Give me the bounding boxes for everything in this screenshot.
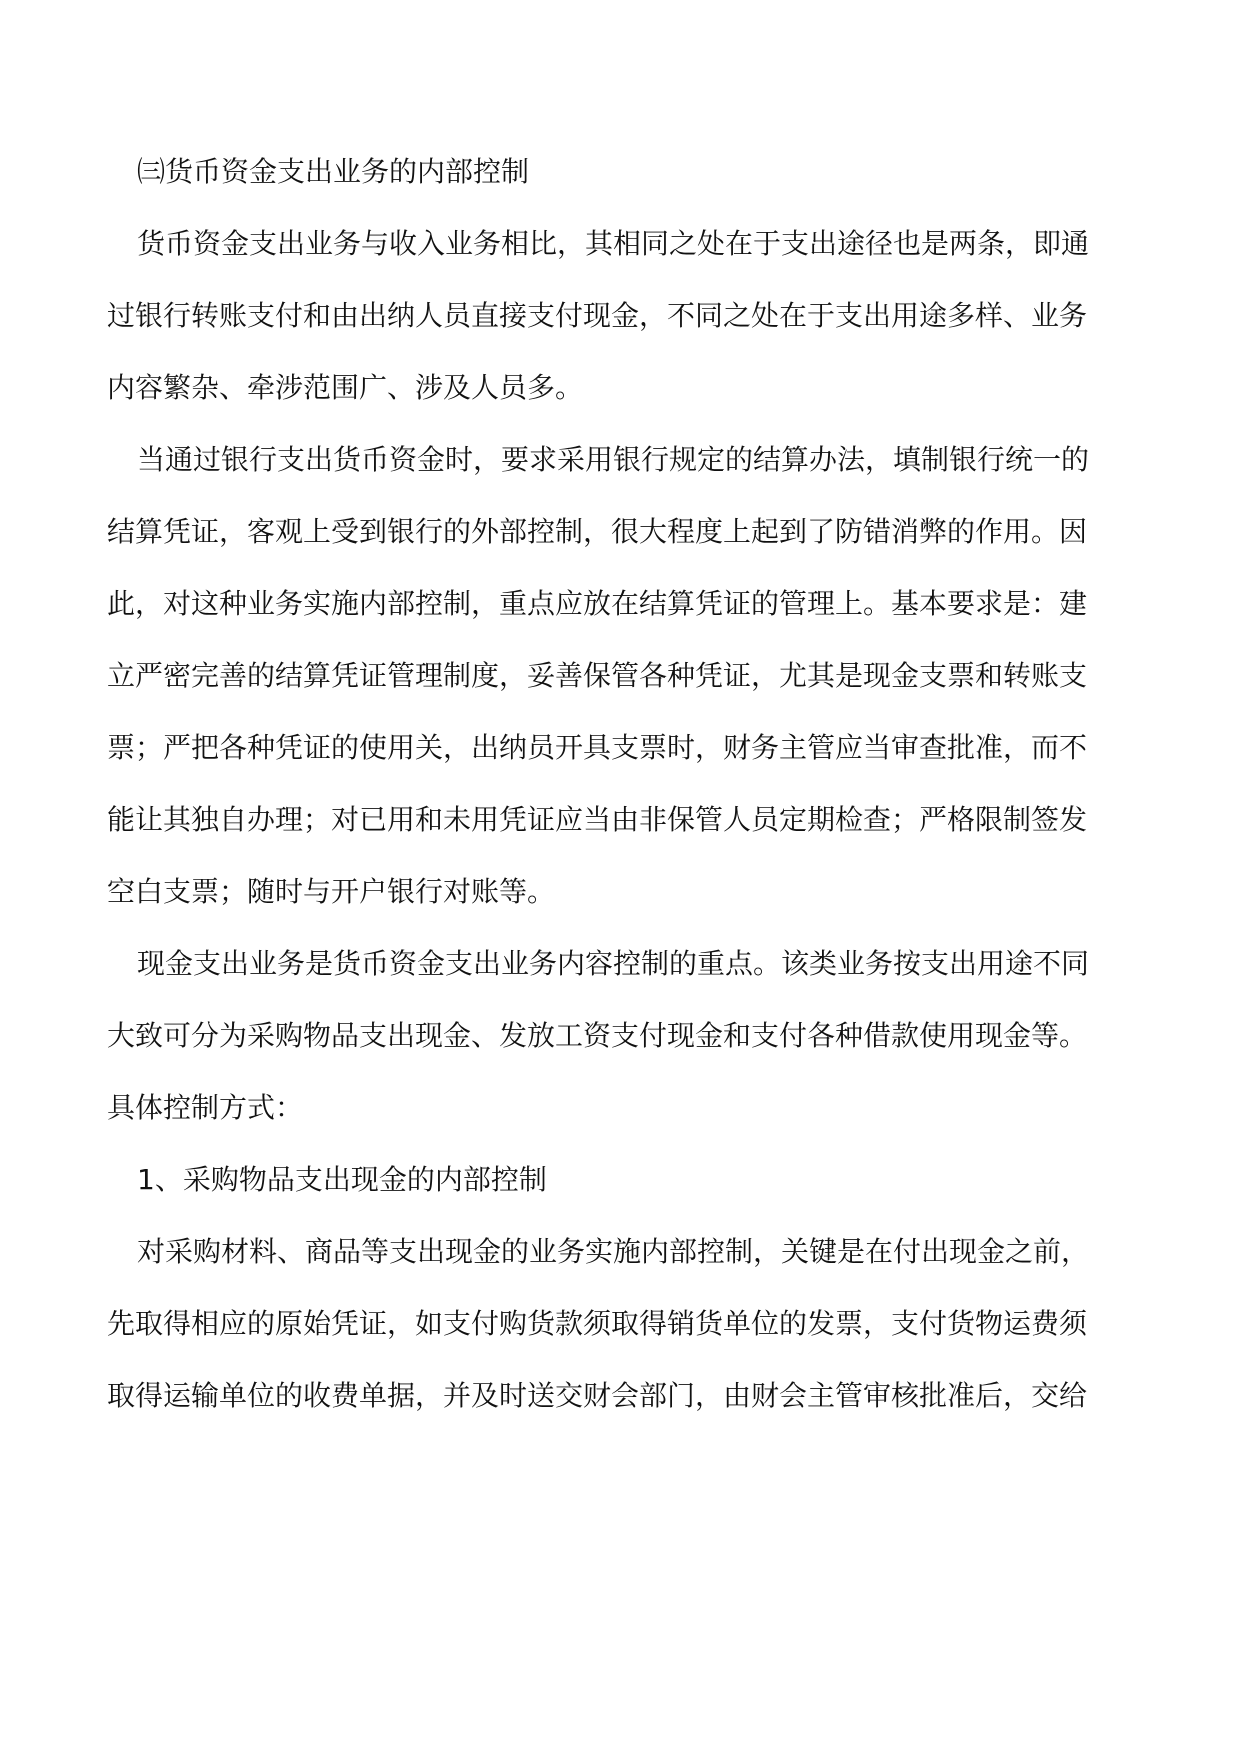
subsection-heading: 1、采购物品支出现金的内部控制 xyxy=(137,1163,547,1196)
text-line: 立严密完善的结算凭证管理制度，妥善保管各种凭证，尤其是现金支票和转账支 xyxy=(107,659,1088,692)
text-line: 过银行转账支付和由出纳人员直接支付现金，不同之处在于支出用途多样、业务 xyxy=(107,299,1088,332)
text-line: 取得运输单位的收费单据，并及时送交财会部门，由财会主管审核批准后，交给 xyxy=(107,1379,1088,1412)
text-line: 内容繁杂、牵涉范围广、涉及人员多。 xyxy=(107,371,584,404)
text-line: 此，对这种业务实施内部控制，重点应放在结算凭证的管理上。基本要求是：建 xyxy=(107,587,1088,620)
text-line: 具体控制方式： xyxy=(107,1091,304,1124)
section-heading: ㈢货币资金支出业务的内部控制 xyxy=(137,155,530,188)
text-line: 当通过银行支出货币资金时，要求采用银行规定的结算办法，填制银行统一的 xyxy=(137,443,1090,476)
text-line: 结算凭证，客观上受到银行的外部控制，很大程度上起到了防错消弊的作用。因 xyxy=(107,515,1088,548)
text-line: 货币资金支出业务与收入业务相比，其相同之处在于支出途径也是两条，即通 xyxy=(137,227,1090,260)
text-line: 现金支出业务是货币资金支出业务内容控制的重点。该类业务按支出用途不同 xyxy=(137,947,1090,980)
text-line: 大致可分为采购物品支出现金、发放工资支付现金和支付各种借款使用现金等。 xyxy=(107,1019,1088,1052)
text-line: 先取得相应的原始凭证，如支付购货款须取得销货单位的发票，支付货物运费须 xyxy=(107,1307,1088,1340)
text-line: 票；严把各种凭证的使用关，出纳员开具支票时，财务主管应当审查批准，而不 xyxy=(107,731,1088,764)
text-line: 能让其独自办理；对已用和未用凭证应当由非保管人员定期检查；严格限制签发 xyxy=(107,803,1088,836)
text-line: 空白支票；随时与开户银行对账等。 xyxy=(107,875,556,908)
text-line: 对采购材料、商品等支出现金的业务实施内部控制，关键是在付出现金之前， xyxy=(137,1235,1090,1268)
